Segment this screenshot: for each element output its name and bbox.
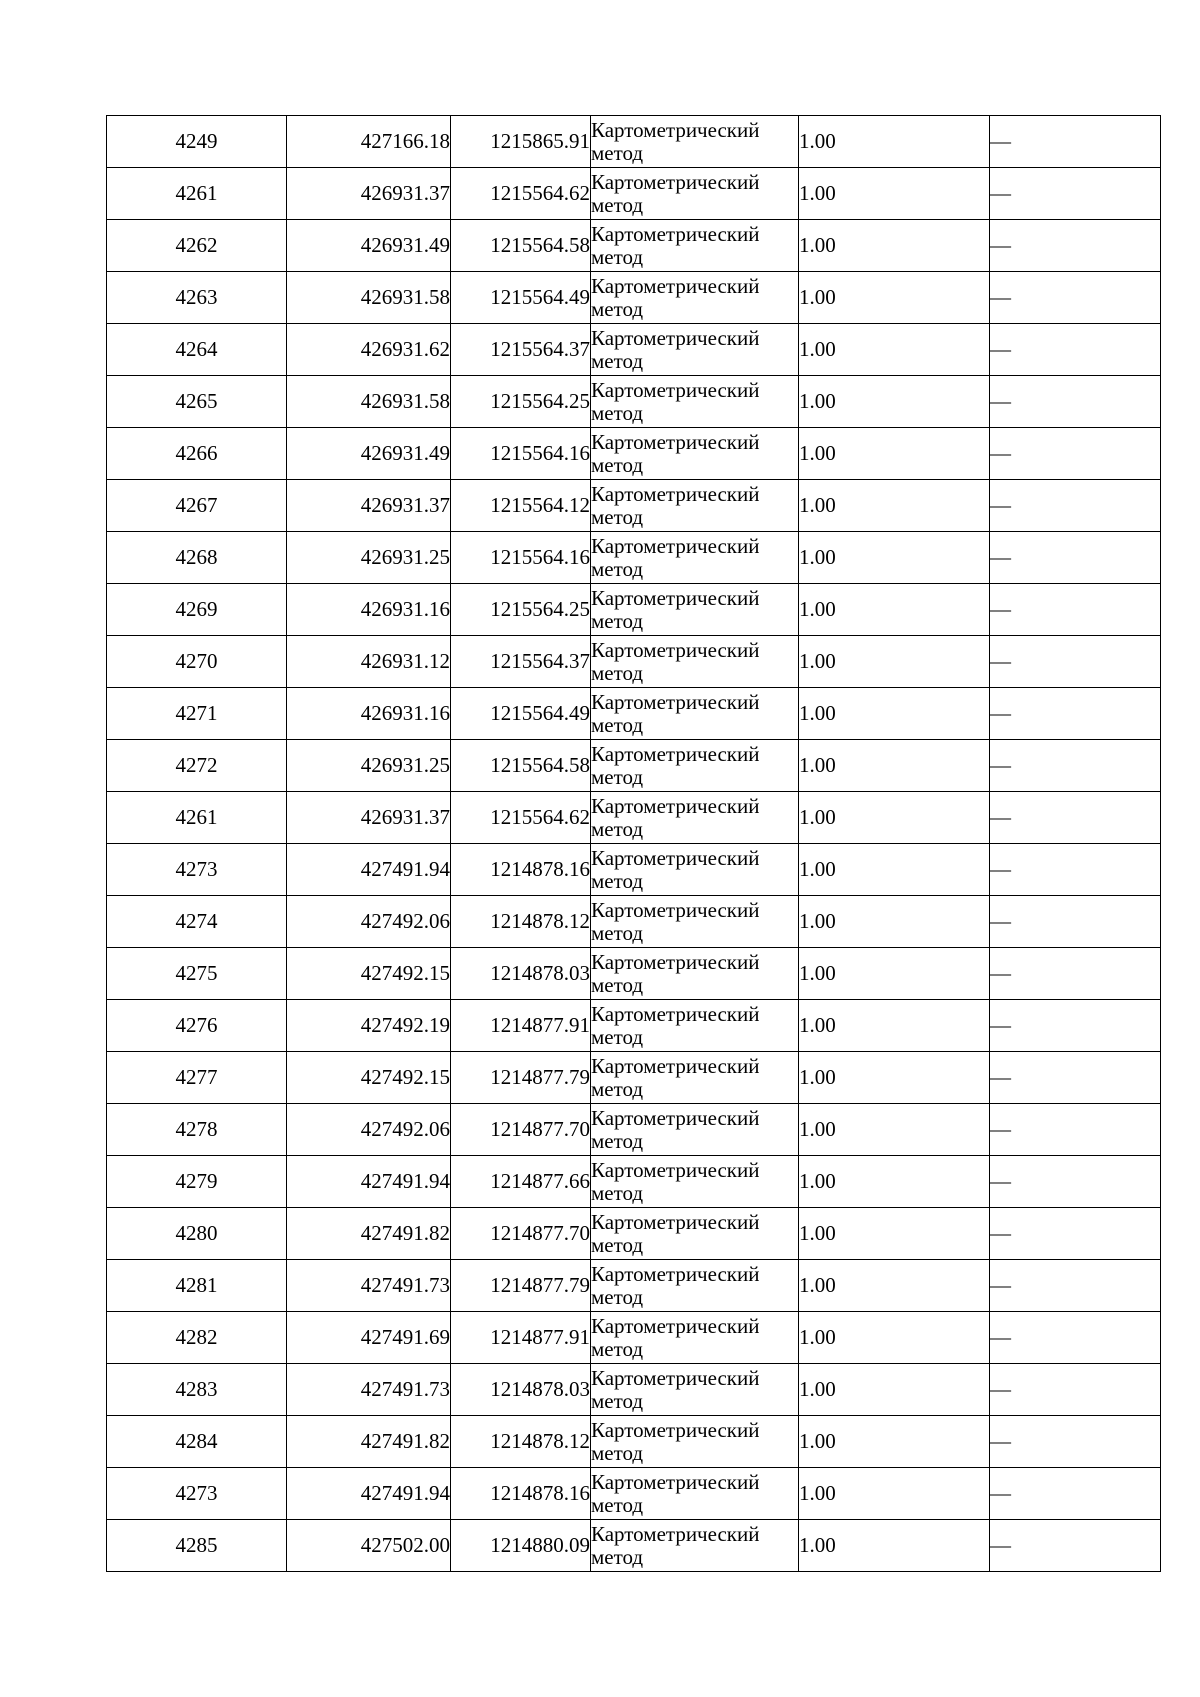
accuracy-cell: 1.00 [799, 1156, 990, 1208]
description-cell: — [990, 324, 1161, 376]
method-line-2: метод [591, 1232, 644, 1257]
description-cell: — [990, 220, 1161, 272]
accuracy-cell: 1.00 [799, 272, 990, 324]
method-line-2: метод [591, 816, 644, 841]
method-line-2: метод [591, 348, 644, 373]
accuracy-cell: 1.00 [799, 1052, 990, 1104]
x-coordinate-cell: 426931.62 [287, 324, 451, 376]
method-cell [591, 324, 799, 376]
accuracy-cell: 1.00 [799, 1312, 990, 1364]
method-cell [591, 1104, 799, 1156]
description-cell: — [990, 1520, 1161, 1572]
method-line-1: Картометрический [591, 429, 760, 454]
method-line-1: Картометрический [591, 1001, 760, 1026]
method-line-2: метод [591, 452, 644, 477]
y-coordinate-cell: 1215564.25 [451, 376, 591, 428]
table-row [107, 1416, 1161, 1468]
method-line-1: Картометрический [591, 169, 760, 194]
description-cell: — [990, 740, 1161, 792]
point-number-cell: 4261 [107, 168, 287, 220]
accuracy-cell: 1.00 [799, 428, 990, 480]
y-coordinate-cell: 1215564.37 [451, 636, 591, 688]
description-cell: — [990, 116, 1161, 168]
method-line-2: метод [591, 764, 644, 789]
method-line-2: метод [591, 660, 644, 685]
method-line-2: метод [591, 1544, 644, 1569]
method-line-1: Картометрический [591, 637, 760, 662]
method-line-2: метод [591, 1076, 644, 1101]
point-number-cell: 4278 [107, 1104, 287, 1156]
method-line-2: метод [591, 400, 644, 425]
method-cell [591, 636, 799, 688]
description-cell: — [990, 1000, 1161, 1052]
description-cell: — [990, 896, 1161, 948]
table-row [107, 948, 1161, 1000]
accuracy-cell: 1.00 [799, 376, 990, 428]
method-line-1: Картометрический [591, 533, 760, 558]
point-number-cell: 4265 [107, 376, 287, 428]
accuracy-cell: 1.00 [799, 688, 990, 740]
method-cell [591, 1260, 799, 1312]
y-coordinate-cell: 1214877.79 [451, 1052, 591, 1104]
method-line-1: Картометрический [591, 273, 760, 298]
coordinates-table [106, 115, 1161, 1572]
method-cell [591, 688, 799, 740]
point-number-cell: 4249 [107, 116, 287, 168]
point-number-cell: 4285 [107, 1520, 287, 1572]
description-cell: — [990, 1312, 1161, 1364]
y-coordinate-cell: 1215564.62 [451, 168, 591, 220]
description-cell: — [990, 1364, 1161, 1416]
point-number-cell: 4279 [107, 1156, 287, 1208]
y-coordinate-cell: 1215865.91 [451, 116, 591, 168]
y-coordinate-cell: 1215564.58 [451, 220, 591, 272]
table-row [107, 1260, 1161, 1312]
method-line-2: метод [591, 1180, 644, 1205]
y-coordinate-cell: 1215564.49 [451, 272, 591, 324]
x-coordinate-cell: 427491.73 [287, 1364, 451, 1416]
point-number-cell: 4269 [107, 584, 287, 636]
accuracy-cell: 1.00 [799, 636, 990, 688]
method-cell [591, 948, 799, 1000]
method-cell [591, 168, 799, 220]
accuracy-cell: 1.00 [799, 116, 990, 168]
description-cell: — [990, 1468, 1161, 1520]
y-coordinate-cell: 1214877.91 [451, 1000, 591, 1052]
method-cell [591, 220, 799, 272]
point-number-cell: 4262 [107, 220, 287, 272]
method-cell [591, 1052, 799, 1104]
table-row [107, 688, 1161, 740]
x-coordinate-cell: 426931.37 [287, 168, 451, 220]
x-coordinate-cell: 427166.18 [287, 116, 451, 168]
coordinates-table-body [107, 116, 1161, 1572]
accuracy-cell: 1.00 [799, 532, 990, 584]
method-cell [591, 844, 799, 896]
method-cell [591, 792, 799, 844]
point-number-cell: 4267 [107, 480, 287, 532]
method-cell [591, 1468, 799, 1520]
method-cell [591, 1000, 799, 1052]
method-cell [591, 480, 799, 532]
method-line-1: Картометрический [591, 1417, 760, 1442]
table-row [107, 1312, 1161, 1364]
y-coordinate-cell: 1214878.16 [451, 1468, 591, 1520]
method-line-2: метод [591, 244, 644, 269]
accuracy-cell: 1.00 [799, 1000, 990, 1052]
table-row [107, 116, 1161, 168]
description-cell: — [990, 1416, 1161, 1468]
y-coordinate-cell: 1214878.16 [451, 844, 591, 896]
x-coordinate-cell: 427491.94 [287, 1156, 451, 1208]
x-coordinate-cell: 426931.58 [287, 272, 451, 324]
table-row [107, 168, 1161, 220]
method-line-2: метод [591, 1024, 644, 1049]
table-row [107, 636, 1161, 688]
description-cell: — [990, 428, 1161, 480]
accuracy-cell: 1.00 [799, 168, 990, 220]
point-number-cell: 4282 [107, 1312, 287, 1364]
x-coordinate-cell: 427492.15 [287, 1052, 451, 1104]
method-cell [591, 584, 799, 636]
accuracy-cell: 1.00 [799, 1104, 990, 1156]
x-coordinate-cell: 426931.49 [287, 428, 451, 480]
table-row [107, 220, 1161, 272]
method-line-2: метод [591, 920, 644, 945]
y-coordinate-cell: 1215564.16 [451, 428, 591, 480]
method-line-2: метод [591, 1388, 644, 1413]
description-cell: — [990, 1052, 1161, 1104]
method-line-1: Картометрический [591, 897, 760, 922]
method-line-2: метод [591, 712, 644, 737]
accuracy-cell: 1.00 [799, 1468, 990, 1520]
method-line-2: метод [591, 140, 644, 165]
method-line-1: Картометрический [591, 117, 760, 142]
method-cell [591, 896, 799, 948]
y-coordinate-cell: 1215564.58 [451, 740, 591, 792]
method-line-1: Картометрический [591, 689, 760, 714]
y-coordinate-cell: 1214878.12 [451, 896, 591, 948]
table-row [107, 896, 1161, 948]
x-coordinate-cell: 426931.16 [287, 688, 451, 740]
x-coordinate-cell: 426931.16 [287, 584, 451, 636]
point-number-cell: 4281 [107, 1260, 287, 1312]
method-cell [591, 376, 799, 428]
accuracy-cell: 1.00 [799, 1208, 990, 1260]
method-line-2: метод [591, 192, 644, 217]
point-number-cell: 4276 [107, 1000, 287, 1052]
description-cell: — [990, 948, 1161, 1000]
method-line-1: Картометрический [591, 1261, 760, 1286]
table-row [107, 844, 1161, 896]
y-coordinate-cell: 1214877.70 [451, 1208, 591, 1260]
accuracy-cell: 1.00 [799, 324, 990, 376]
point-number-cell: 4263 [107, 272, 287, 324]
description-cell: — [990, 532, 1161, 584]
table-row [107, 532, 1161, 584]
accuracy-cell: 1.00 [799, 1364, 990, 1416]
accuracy-cell: 1.00 [799, 844, 990, 896]
x-coordinate-cell: 427491.94 [287, 1468, 451, 1520]
x-coordinate-cell: 427491.94 [287, 844, 451, 896]
accuracy-cell: 1.00 [799, 1520, 990, 1572]
method-line-2: метод [591, 556, 644, 581]
method-line-1: Картометрический [591, 1365, 760, 1390]
point-number-cell: 4270 [107, 636, 287, 688]
accuracy-cell: 1.00 [799, 896, 990, 948]
accuracy-cell: 1.00 [799, 220, 990, 272]
x-coordinate-cell: 427492.19 [287, 1000, 451, 1052]
accuracy-cell: 1.00 [799, 740, 990, 792]
method-line-2: метод [591, 1440, 644, 1465]
method-line-2: метод [591, 1336, 644, 1361]
x-coordinate-cell: 427491.69 [287, 1312, 451, 1364]
description-cell: — [990, 844, 1161, 896]
description-cell: — [990, 636, 1161, 688]
point-number-cell: 4280 [107, 1208, 287, 1260]
x-coordinate-cell: 426931.25 [287, 532, 451, 584]
method-line-1: Картометрический [591, 377, 760, 402]
description-cell: — [990, 168, 1161, 220]
point-number-cell: 4264 [107, 324, 287, 376]
point-number-cell: 4283 [107, 1364, 287, 1416]
method-cell [591, 1416, 799, 1468]
description-cell: — [990, 584, 1161, 636]
method-line-1: Картометрический [591, 1521, 760, 1546]
table-row [107, 584, 1161, 636]
method-line-1: Картометрический [591, 481, 760, 506]
point-number-cell: 4284 [107, 1416, 287, 1468]
table-row [107, 740, 1161, 792]
method-line-2: метод [591, 972, 644, 997]
y-coordinate-cell: 1215564.62 [451, 792, 591, 844]
x-coordinate-cell: 427491.73 [287, 1260, 451, 1312]
method-cell [591, 532, 799, 584]
y-coordinate-cell: 1215564.16 [451, 532, 591, 584]
table-row [107, 272, 1161, 324]
point-number-cell: 4266 [107, 428, 287, 480]
description-cell: — [990, 1208, 1161, 1260]
y-coordinate-cell: 1214878.03 [451, 1364, 591, 1416]
method-line-2: метод [591, 296, 644, 321]
method-line-2: метод [591, 1284, 644, 1309]
y-coordinate-cell: 1215564.37 [451, 324, 591, 376]
method-line-1: Картометрический [591, 949, 760, 974]
table-row [107, 428, 1161, 480]
method-line-1: Картометрический [591, 585, 760, 610]
x-coordinate-cell: 426931.37 [287, 792, 451, 844]
y-coordinate-cell: 1214878.12 [451, 1416, 591, 1468]
accuracy-cell: 1.00 [799, 1416, 990, 1468]
y-coordinate-cell: 1214877.70 [451, 1104, 591, 1156]
y-coordinate-cell: 1214877.66 [451, 1156, 591, 1208]
accuracy-cell: 1.00 [799, 948, 990, 1000]
method-cell [591, 116, 799, 168]
point-number-cell: 4277 [107, 1052, 287, 1104]
table-row [107, 1052, 1161, 1104]
method-line-2: метод [591, 1128, 644, 1153]
method-line-1: Картометрический [591, 1313, 760, 1338]
point-number-cell: 4271 [107, 688, 287, 740]
method-line-1: Картометрический [591, 793, 760, 818]
y-coordinate-cell: 1215564.25 [451, 584, 591, 636]
y-coordinate-cell: 1215564.12 [451, 480, 591, 532]
x-coordinate-cell: 427492.06 [287, 1104, 451, 1156]
point-number-cell: 4275 [107, 948, 287, 1000]
table-row [107, 1104, 1161, 1156]
description-cell: — [990, 1104, 1161, 1156]
x-coordinate-cell: 426931.58 [287, 376, 451, 428]
table-row [107, 1468, 1161, 1520]
method-line-1: Картометрический [591, 325, 760, 350]
description-cell: — [990, 688, 1161, 740]
method-cell [591, 740, 799, 792]
table-row [107, 324, 1161, 376]
x-coordinate-cell: 426931.25 [287, 740, 451, 792]
point-number-cell: 4273 [107, 844, 287, 896]
method-line-1: Картометрический [591, 845, 760, 870]
method-cell [591, 1156, 799, 1208]
method-line-1: Картометрический [591, 1105, 760, 1130]
method-line-1: Картометрический [591, 1157, 760, 1182]
description-cell: — [990, 1156, 1161, 1208]
method-cell [591, 272, 799, 324]
point-number-cell: 4274 [107, 896, 287, 948]
x-coordinate-cell: 426931.12 [287, 636, 451, 688]
point-number-cell: 4272 [107, 740, 287, 792]
x-coordinate-cell: 427491.82 [287, 1208, 451, 1260]
x-coordinate-cell: 426931.37 [287, 480, 451, 532]
table-row [107, 1156, 1161, 1208]
x-coordinate-cell: 427502.00 [287, 1520, 451, 1572]
description-cell: — [990, 272, 1161, 324]
description-cell: — [990, 376, 1161, 428]
y-coordinate-cell: 1214878.03 [451, 948, 591, 1000]
table-row [107, 792, 1161, 844]
y-coordinate-cell: 1214880.09 [451, 1520, 591, 1572]
table-row [107, 1364, 1161, 1416]
accuracy-cell: 1.00 [799, 792, 990, 844]
method-line-2: метод [591, 504, 644, 529]
x-coordinate-cell: 427491.82 [287, 1416, 451, 1468]
accuracy-cell: 1.00 [799, 480, 990, 532]
method-line-2: метод [591, 868, 644, 893]
method-line-2: метод [591, 1492, 644, 1517]
point-number-cell: 4261 [107, 792, 287, 844]
method-cell [591, 1312, 799, 1364]
method-line-1: Картометрический [591, 1469, 760, 1494]
method-cell [591, 428, 799, 480]
table-row [107, 1000, 1161, 1052]
method-line-1: Картометрический [591, 1209, 760, 1234]
table-row [107, 480, 1161, 532]
table-row [107, 376, 1161, 428]
y-coordinate-cell: 1215564.49 [451, 688, 591, 740]
method-line-1: Картометрический [591, 221, 760, 246]
point-number-cell: 4273 [107, 1468, 287, 1520]
method-line-2: метод [591, 608, 644, 633]
x-coordinate-cell: 426931.49 [287, 220, 451, 272]
y-coordinate-cell: 1214877.79 [451, 1260, 591, 1312]
table-row [107, 1520, 1161, 1572]
method-cell [591, 1208, 799, 1260]
method-cell [591, 1520, 799, 1572]
x-coordinate-cell: 427492.15 [287, 948, 451, 1000]
description-cell: — [990, 792, 1161, 844]
method-cell [591, 1364, 799, 1416]
x-coordinate-cell: 427492.06 [287, 896, 451, 948]
description-cell: — [990, 480, 1161, 532]
method-line-1: Картометрический [591, 741, 760, 766]
description-cell: — [990, 1260, 1161, 1312]
table-row [107, 1208, 1161, 1260]
y-coordinate-cell: 1214877.91 [451, 1312, 591, 1364]
accuracy-cell: 1.00 [799, 1260, 990, 1312]
accuracy-cell: 1.00 [799, 584, 990, 636]
point-number-cell: 4268 [107, 532, 287, 584]
method-line-1: Картометрический [591, 1053, 760, 1078]
